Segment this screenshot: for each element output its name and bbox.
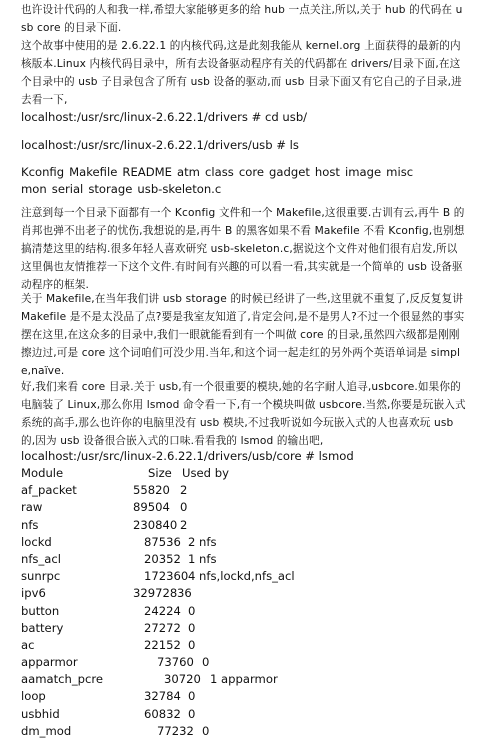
module-size-cell: 27272	[144, 620, 181, 635]
table-row	[21, 534, 217, 551]
module-size-cell: 60832	[144, 706, 181, 721]
table-row	[21, 585, 192, 602]
module-size-cell: 22152	[144, 637, 181, 652]
ls-output	[21, 164, 413, 198]
table-row	[21, 603, 196, 620]
module-used-by-cell: 1 apparmor	[210, 672, 278, 687]
table-row	[21, 551, 217, 568]
module-size-cell: 230840	[133, 517, 178, 532]
module-name-cell: aamatch_pcre	[21, 672, 104, 687]
module-used-by-cell: 0	[180, 500, 188, 515]
kernel-version-paragraph: 这个故事中使用的是 2.6.22.1 的内核代码,这是此刻我能从 kernel.org 上面获得的最新的内核版本.Linux 内核代码目录中，所有去设备驱动程序有关的代码都在 drivers/目录下面,在这个目录中的 usb 子目录包含了所有 usb 设备的驱动,而 usb 目录下面又有它自己的子目录,进去看一下,	[21, 40, 462, 106]
module-name-cell: af_packet	[21, 483, 77, 498]
intro-paragraph: 也许设计代码的人和我一样,希望大家能够更多的给 hub 一点关注,所以,关于 hub 的代码在 usb core 的目录下面.	[21, 4, 463, 34]
ls-output-line: Kconfig Makefile README atm class core gadget host image misc	[21, 165, 414, 179]
table-row	[21, 706, 196, 723]
column-header-size: Size	[148, 466, 172, 480]
table-row	[21, 637, 196, 654]
module-used-by-cell: 1 nfs	[188, 551, 217, 566]
module-size-cell: 73760	[157, 655, 194, 670]
kconfig-paragraph: 注意到每一个目录下面都有一个 Kconfig 文件和一个 Makefile,这很重要.古训有云,再牛 B 的肖邦也弹不出老子的忧伤,我想说的是,再牛 B 的黑客如果不看 Makefile 不看 Kconfig,也别想搞清楚这里的结构.很多年轻人喜欢研究 usb-skeleton.c,据说这个文件对他们很有启发,所以这里偶也友情推荐一下这个文件.有时间有兴趣的可以看一看,其实就是一个简单的 usb 设备驱动程序的框架.	[21, 207, 465, 291]
module-used-by-cell: 0	[202, 723, 210, 738]
module-used-by-cell: 2	[180, 517, 188, 532]
module-name-cell: nfs_acl	[21, 551, 61, 566]
module-used-by-cell: 0	[188, 603, 196, 618]
module-size-cell: 32784	[144, 689, 181, 704]
module-used-by-cell: 2 nfs	[188, 534, 217, 549]
module-used-by-cell: 0	[202, 655, 210, 670]
module-name-cell: ac	[21, 637, 35, 652]
module-size-cell: 20352	[144, 551, 181, 566]
makefile-paragraph: 关于 Makefile,在当年我们讲 usb storage 的时候已经讲了一些,这里就不重复了,反反复复讲 Makefile 是不是太没品了点?要是我室友知道了,肯定会问,是不是男人?不过一个很显然的事实摆在这里,在这众多的目录中,我们一眼就能看到有一个叫做 core 的目录,虽然四六级都是刚刚擦边过,可是 core 这个词咱们可没少用.当年,和这个词一起走红的另外两个英语单词是 simple,naïve.	[21, 293, 465, 377]
column-header-used-by: Used by	[182, 466, 229, 480]
table-row	[21, 723, 210, 740]
module-name-cell: loop	[21, 689, 46, 704]
module-used-by-cell: 2	[180, 483, 188, 498]
ls-command: localhost:/usr/src/linux-2.6.22.1/drivers/usb # ls	[21, 138, 299, 152]
module-size-cell: 87536	[144, 534, 181, 549]
table-row	[21, 482, 188, 499]
module-name-cell: ipv6	[21, 586, 46, 601]
module-used-by-cell: 36	[177, 586, 192, 601]
column-header-module: Module	[21, 466, 64, 480]
table-row	[21, 620, 196, 637]
cd-usb-command: localhost:/usr/src/linux-2.6.22.1/drivers # cd usb/	[21, 110, 308, 124]
table-row	[21, 499, 188, 516]
module-used-by-cell: 4 nfs,lockd,nfs_acl	[188, 569, 295, 584]
module-size-cell: 172360	[144, 569, 189, 584]
module-size-cell: 89504	[133, 500, 170, 515]
table-row	[21, 654, 210, 671]
module-used-by-cell: 0	[188, 637, 196, 652]
table-header-row	[21, 465, 229, 482]
module-name-cell: sunrpc	[21, 569, 61, 584]
module-size-cell: 24224	[144, 603, 181, 618]
module-size-cell: 30720	[164, 672, 201, 687]
lsmod-table	[21, 465, 295, 740]
module-size-cell: 329728	[133, 586, 178, 601]
module-used-by-cell: 0	[188, 620, 196, 635]
module-name-cell: lockd	[21, 534, 52, 549]
module-name-cell: battery	[21, 620, 64, 635]
lsmod-command: localhost:/usr/src/linux-2.6.22.1/drivers/usb/core # lsmod	[21, 449, 354, 463]
usbcore-paragraph: 好,我们来看 core 目录.关于 usb,有一个很重要的模块,她的名字耐人追寻,usbcore.如果你的电脑装了 Linux,那么你用 lsmod 命令看一下,有一个模块叫做 usbcore.当然,你要是玩嵌入式系统的高手,那么也许你的电脑里没有 usb 模块,不过我听说如今玩嵌入式的人也喜欢玩 usb 的,因为 usb 设备很合嵌入式的口味.看看我的 lsmod 的输出吧,	[21, 381, 466, 447]
table-row	[21, 688, 196, 705]
module-name-cell: apparmor	[21, 655, 78, 670]
table-row	[21, 517, 188, 534]
module-used-by-cell: 0	[188, 689, 196, 704]
module-name-cell: button	[21, 603, 60, 618]
table-row	[21, 568, 295, 585]
module-name-cell: nfs	[21, 517, 39, 532]
module-size-cell: 77232	[157, 723, 194, 738]
module-name-cell: dm_mod	[21, 723, 72, 738]
module-used-by-cell: 0	[188, 706, 196, 721]
module-name-cell: usbhid	[21, 706, 60, 721]
module-size-cell: 55820	[133, 483, 170, 498]
ls-output-line: mon serial storage usb-skeleton.c	[21, 182, 222, 196]
module-name-cell: raw	[21, 500, 43, 515]
table-row	[21, 671, 278, 688]
